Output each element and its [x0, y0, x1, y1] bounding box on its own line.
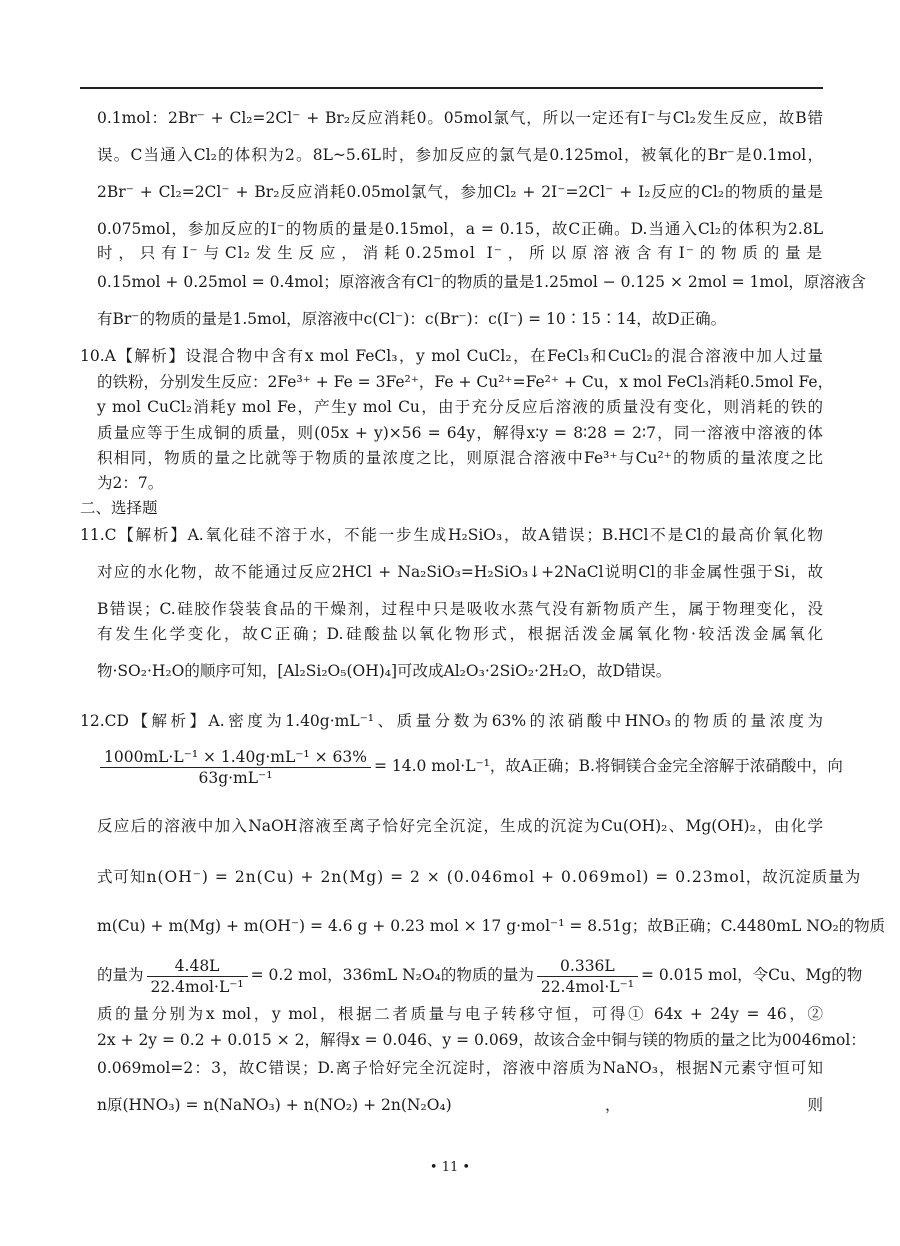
fraction-numerator: 0.336L [537, 957, 638, 977]
text-line: 0.075mol，参加反应的I⁻的物质的量是0.15mol，a = 0.15，故C正确。D.当通入Cl₂的体积为2.8L [97, 220, 823, 238]
page-number: • 11 • [429, 1160, 471, 1175]
conservation-equation: n原(HNO₃) = n(NaNO₃) + n(NO₂) + 2n(N₂O₄) [97, 1096, 452, 1114]
text-line: 式可知n(OH⁻) = 2n(Cu) + 2n(Mg) = 2 × (0.046mol + 0.069mol) = 0.23mol，故沉淀质量为 [97, 868, 862, 886]
fraction-denominator: 22.4mol·L⁻¹ [150, 977, 244, 996]
text-line: 有发生化学变化，故C正确；D.硅酸盐以氧化物形式，根据活泼金属氧化物·较活泼金属氧化 [97, 625, 823, 643]
text-line: 0.1mol：2Br⁻ + Cl₂=2Cl⁻ + Br₂反应消耗0。05mol氯气，所以一定还有I⁻与Cl₂发生反应，故B错 [97, 109, 823, 127]
text-line: 有Br⁻的物质的量是1.5mol，原溶液中c(Cl⁻)：c(Br⁻)：c(I⁻) = 10∶15∶14，故D正确。 [97, 310, 727, 328]
fraction-denominator: 22.4mol·L⁻¹ [540, 977, 634, 996]
section-heading: 二、选择题 [80, 499, 158, 517]
text-line: 质的量分别为x mol，y mol，根据二者质量与电子转移守恒，可得① 64x + 24y = 46，② [97, 1005, 823, 1023]
text-line: 物·SO₂·H₂O的顺序可知，[Al₂Si₂O₅(OH)₄]可改成Al₂O₃·2SiO₂·2H₂O，故D错误。 [97, 662, 672, 680]
fraction [537, 957, 638, 996]
text-line: 时，只有I⁻与Cl₂发生反应，消耗0.25mol I⁻，所以原溶液含有I⁻的物质的量是 [97, 244, 823, 262]
text-line: 2x + 2y = 0.2 + 0.015 × 2，解得x = 0.046、y = 0.069，故该合金中铜与镁的物质的量之比为0046mol： [97, 1031, 866, 1049]
equation-c-middle: = 0.2 mol，336mL N₂O₄的物质的量为 [250, 966, 534, 984]
fraction-denominator: 63g·mL⁻¹ [198, 768, 273, 787]
equation-c-tail: = 0.015 mol，令Cu、Mg的物 [640, 966, 863, 984]
text-line: 的铁粉，分别发生反应：2Fe³⁺ + Fe = 3Fe²⁺，Fe + Cu²⁺=Fe²⁺ + Cu，x mol FeCl₃消耗0.5mol Fe， [97, 373, 834, 391]
text-line: 0.069mol=2：3，故C错误；D.离子恰好完全沉淀时，溶液中溶质为NaNO₃，根据N元素守恒可知 [97, 1059, 823, 1077]
text-line: 质量应等于生成铜的质量，则(05x + y)×56 = 64y，解得x∶y = 8∶28 = 2∶7，同一溶液中溶液的体 [97, 424, 823, 442]
answer-12-heading: 12.CD【解析】A.密度为1.40g·mL⁻¹、质量分数为63%的浓硝酸中HNO₃的物质的量浓度为 [80, 712, 823, 730]
comma: ， [605, 1096, 621, 1114]
text-line: 反应后的溶液中加入NaOH溶液至离子恰好完全沉淀，生成的沉淀为Cu(OH)₂、Mg(OH)₂，由化学 [97, 817, 823, 835]
text-line: 误。C当通入Cl₂的体积为2。8L~5.6L时，参加反应的氯气是0.125mol，被氧化的Br⁻是0.1mol， [97, 146, 823, 164]
text-line [97, 1094, 823, 1116]
equation-c [97, 955, 863, 999]
text-line: 积相同，物质的量之比就等于物质的量浓度之比，则原混合溶液中Fe³⁺与Cu²⁺的物质的量浓度之比 [97, 449, 823, 467]
text-line: 2Br⁻ + Cl₂=2Cl⁻ + Br₂反应消耗0.05mol氯气，参加Cl₂ + 2I⁻=2Cl⁻ + I₂反应的Cl₂的物质的量是 [97, 183, 823, 201]
text-line: 0.15mol + 0.25mol = 0.4mol；原溶液含有Cl⁻的物质的量是1.25mol − 0.125 × 2mol = 1mol，原溶液含 [97, 273, 866, 291]
fraction [100, 748, 371, 787]
fraction [147, 957, 248, 996]
fraction-numerator: 4.48L [147, 957, 248, 977]
fraction-numerator: 1000mL·L⁻¹ × 1.40g·mL⁻¹ × 63% [100, 748, 371, 768]
header-rule [80, 87, 823, 89]
text-line: 为2：7。 [97, 474, 164, 492]
text-line: 对应的水化物，故不能通过反应2HCl + Na₂SiO₃=H₂SiO₃↓+2NaCl说明Cl的非金属性强于Si，故 [97, 563, 823, 581]
text-line: B错误；C.硅胶作袋装食品的干燥剂，过程中只是吸收水蒸气没有新物质产生，属于物理变化，没 [97, 600, 823, 618]
equation-c-prefix: 的量为 [97, 966, 144, 984]
answer-11-heading: 11.C【解析】A.氧化硅不溶于水，不能一步生成H₂SiO₃，故A错误；B.HCl不是Cl的最高价氧化物 [80, 526, 823, 544]
equation-a-tail: = 14.0 mol·L⁻¹，故A正确；B.将铜镁合金完全溶解于浓硝酸中，向 [373, 757, 843, 775]
answer-10-heading: 10.A【解析】设混合物中含有x mol FeCl₃，y mol CuCl₂，在FeCl₃和CuCl₂的混合溶液中加人过量 [80, 347, 823, 365]
text-line: m(Cu) + m(Mg) + m(OH⁻) = 4.6 g + 0.23 mol × 17 g·mol⁻¹ = 8.51g；故B正确；C.4480mL NO₂的物质 [97, 917, 886, 935]
text-line: y mol CuCl₂消耗y mol Fe，产生y mol Cu，由于充分反应后溶液的质量没有变化，则消耗的铁的 [97, 398, 823, 416]
line-end-word: 则 [807, 1096, 823, 1114]
equation-a [97, 746, 843, 790]
